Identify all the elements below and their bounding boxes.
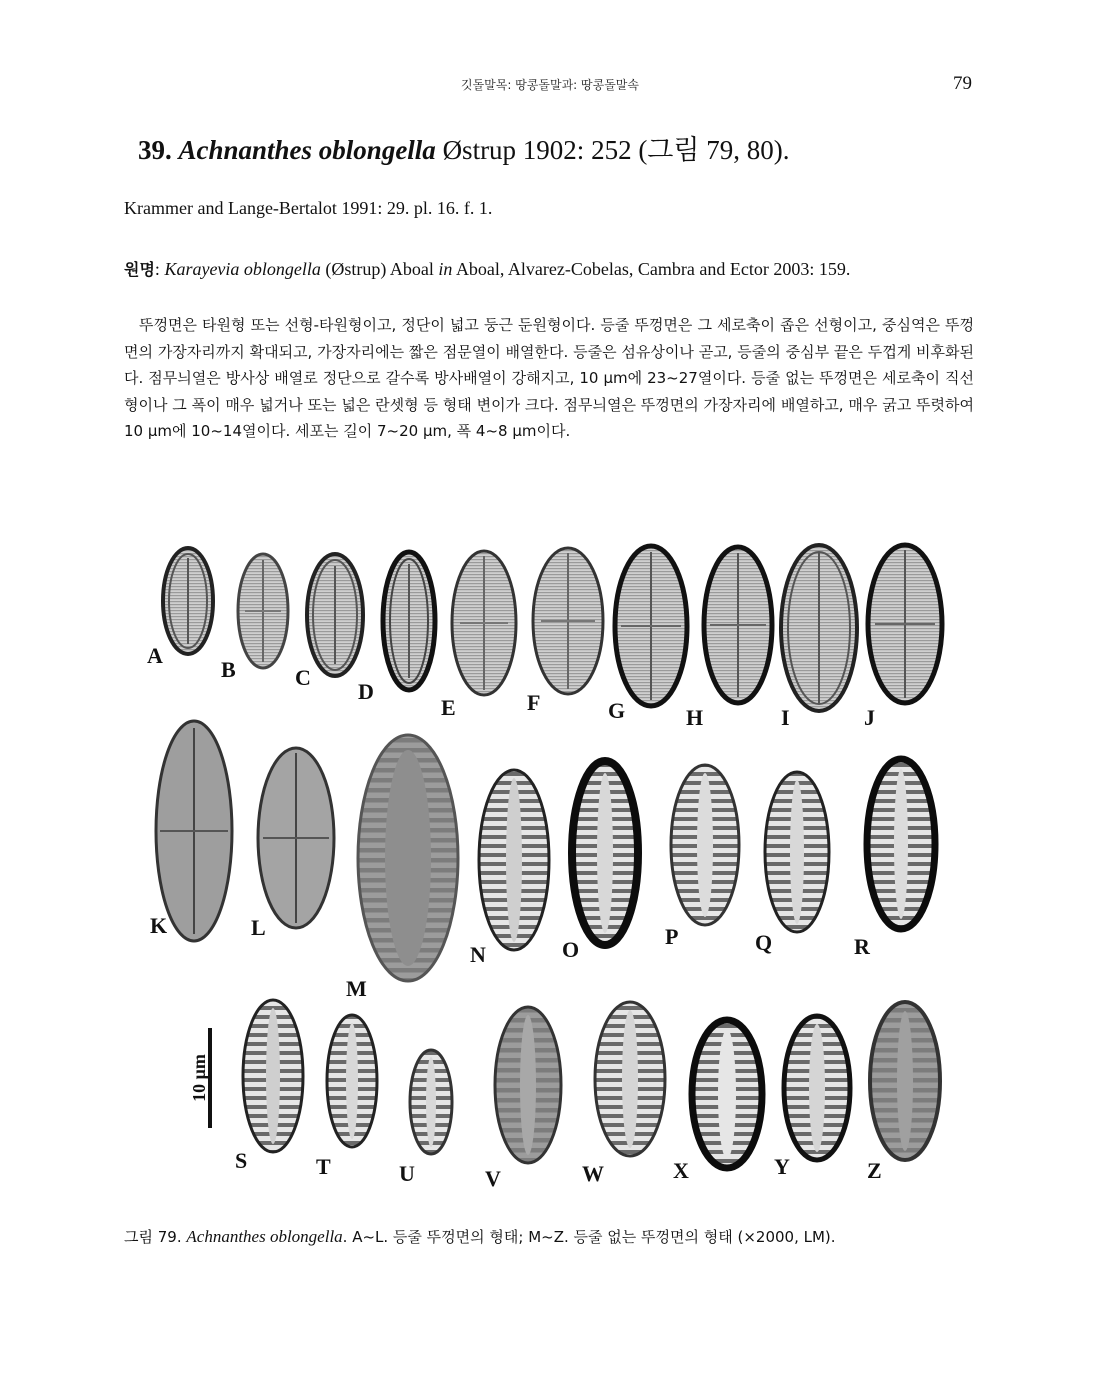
valve-q <box>765 772 829 932</box>
micrograph-plate <box>145 538 945 1193</box>
running-header: 깃돌말목: 땅콩돌말과: 땅콩돌말속 <box>460 78 639 92</box>
panel-label-o: O <box>562 937 580 962</box>
panel-label-y: Y <box>774 1154 790 1179</box>
panel-label-e: E <box>441 695 456 720</box>
basionym-in: in <box>438 259 453 279</box>
species-heading <box>138 128 789 167</box>
valve-s <box>243 1000 303 1152</box>
caption-prefix: 그림 79. <box>124 1228 182 1246</box>
panel-label-r: R <box>854 934 870 959</box>
scale-bar-label: 10 μm <box>189 1054 209 1102</box>
panel-label-t: T <box>316 1154 331 1179</box>
valve-j <box>868 545 942 703</box>
valve-g <box>615 546 687 706</box>
valve-u <box>410 1050 452 1154</box>
basionym-citation: Aboal, Alvarez-Cobelas, Cambra and Ector 2003: 159. <box>455 259 851 279</box>
caption-species: Achnanthes oblongella <box>186 1227 343 1246</box>
valve-n <box>479 770 549 950</box>
panel-label-j: J <box>864 705 875 730</box>
basionym-line: 원명: Karayevia oblongella (Østrup) Aboal in Aboal, Alvarez-Cobelas, Cambra and Ector 2003: 159. <box>124 259 851 279</box>
species-number: 39. <box>138 135 172 165</box>
description-paragraph: 뚜껑면은 타원형 또는 선형-타원형이고, 정단이 넓고 둥근 둔원형이다. 등줄 뚜껑면은 그 세로축이 좁은 선형이고, 중심역은 뚜껑면의 가장자리까지 확대되고, 가장자리에는 짧은 점문열이 배열한다. 등줄은 섬유상이나 곧고, 등줄의 중심부 끝은 두껍게 비후화된다. 점무늬열은 방사상 배열로 정단으로 갈수록 방사배열이 강해지고, 10 μm에 23~27열이다. 등줄 없는 뚜껑면은 세로축이 직선형이나 그 폭이 매우 넓거나 또는 넓은 란셋형 등 형태 변이가 크다. 점무늬열은 뚜껑면의 가장자리에 배열하고, 매우 굵고 뚜렷하여 10 μm에 10~14열이다. 세포는 길이 7~20 μm, 폭 4~8 μm이다. <box>124 316 974 440</box>
valve-w <box>595 1002 665 1156</box>
figure-plate <box>145 538 945 1197</box>
panel-label-k: K <box>150 913 168 938</box>
page-number: 79 <box>953 73 972 94</box>
valve-z <box>870 1002 940 1160</box>
valve-d <box>383 552 435 690</box>
figure-caption <box>124 1223 974 1251</box>
panel-label-c: C <box>295 665 311 690</box>
basionym-label: 원명 <box>124 260 155 279</box>
species-authority: Østrup 1902: 252 (그림 79, 80). <box>442 135 790 165</box>
valve-b <box>238 554 288 668</box>
reference-line: Krammer and Lange-Bertalot 1991: 29. pl. 16. f. 1. <box>124 198 493 218</box>
valve-c <box>307 554 363 676</box>
caption-text: . A~L. 등줄 뚜껑면의 형태; M~Z. 등줄 없는 뚜껑면의 형태 (×2000, LM). <box>342 1228 836 1246</box>
panel-label-p: P <box>665 924 679 949</box>
panel-label-l: L <box>251 915 266 940</box>
panel-label-x: X <box>673 1158 689 1183</box>
valve-h <box>704 547 772 703</box>
valve-r <box>867 759 935 929</box>
basionym-name: Karayevia oblongella <box>164 259 321 279</box>
valve-e <box>452 551 516 695</box>
panel-label-i: I <box>781 705 790 730</box>
panel-label-u: U <box>399 1161 415 1186</box>
species-name: Achnanthes oblongella <box>178 135 436 165</box>
panel-label-v: V <box>485 1166 501 1191</box>
panel-label-n: N <box>470 942 486 967</box>
valve-p <box>671 765 739 925</box>
panel-label-g: G <box>608 698 626 723</box>
valve-o <box>572 761 638 945</box>
panel-label-a: A <box>147 643 163 668</box>
panel-label-z: Z <box>867 1158 882 1183</box>
panel-label-w: W <box>582 1161 604 1186</box>
valve-y <box>784 1016 850 1160</box>
panel-label-b: B <box>221 657 236 682</box>
panel-label-f: F <box>527 690 541 715</box>
panel-label-h: H <box>686 705 704 730</box>
valve-l <box>258 748 334 928</box>
panel-label-q: Q <box>755 930 773 955</box>
panel-label-s: S <box>235 1148 248 1173</box>
valve-m <box>358 735 458 981</box>
valve-a <box>163 548 213 654</box>
valve-t <box>327 1015 377 1147</box>
valve-x <box>692 1020 762 1168</box>
valve-v <box>495 1007 561 1163</box>
valve-k <box>156 721 232 941</box>
panel-label-m: M <box>346 976 367 1001</box>
valve-i <box>781 545 857 711</box>
valve-f <box>533 548 603 694</box>
basionym-authority: (Østrup) Aboal <box>325 259 434 279</box>
panel-label-d: D <box>358 679 374 704</box>
